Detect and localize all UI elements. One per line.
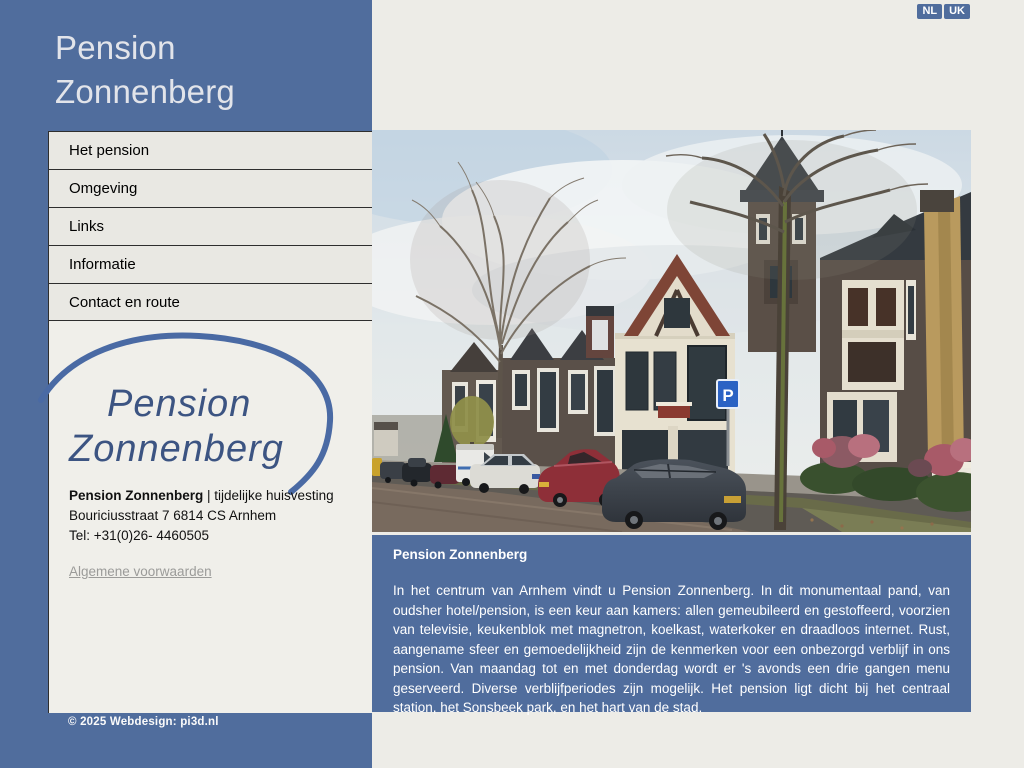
parking-sign-letter: P <box>722 386 734 405</box>
address-name-suffix: | tijdelijke huisvesting <box>203 488 334 503</box>
site-title <box>55 26 235 114</box>
sidebar-panel <box>48 131 372 713</box>
main-menu <box>49 131 372 321</box>
address-name: Pension Zonnenberg <box>69 488 204 503</box>
site-title-line2: Zonnenberg <box>55 73 235 110</box>
sidebar-item-informatie[interactable]: Informatie <box>49 245 372 283</box>
logo-text-line2: Zonnenberg <box>69 428 284 470</box>
lang-nl-button[interactable]: NL <box>917 4 942 19</box>
address-name-line <box>69 486 359 506</box>
sidebar-item-omgeving[interactable]: Omgeving <box>49 169 372 207</box>
site-title-line1: Pension <box>55 29 176 66</box>
terms-link[interactable]: Algemene voorwaarden <box>69 564 212 579</box>
description-box <box>372 535 971 715</box>
footer-copyright: © 2025 Webdesign: pi3d.nl <box>68 716 219 728</box>
sidebar-item-contact-en-route[interactable]: Contact en route <box>49 283 372 321</box>
description-heading: Pension Zonnenberg <box>393 547 528 562</box>
address-phone: Tel: +31(0)26- 4460505 <box>69 528 209 543</box>
logo-text-line1: Pension <box>107 383 252 425</box>
language-switcher <box>917 4 970 19</box>
address-street: Bouriciusstraat 7 6814 CS Arnhem <box>69 508 277 523</box>
sidebar-item-het-pension[interactable]: Het pension <box>49 131 372 169</box>
street-photo <box>372 130 971 532</box>
sidebar-item-links[interactable]: Links <box>49 207 372 245</box>
description-text: In het centrum van Arnhem vindt u Pension Zonnenberg. In dit monumentaal pand, van oudsher hotel/pension, is een keur aan kamers: allen gemeubileerd en gestoffeerd, voorzien van televisie, keukenblok met magnetron, koelkast, waterkoker en draadloos internet. Rust, aangename sfeer en gemoedelijkheid zijn de kenmerken voor een onbezorgd verblijf in ons pension. Van maandag tot en met donderdag wordt er 's avonds een drie gangen menu geserveerd. Diverse verblijfperiodes zijn mogelijk. Het pension ligt dicht bij het centraal station, het Sonsbeek park, en het hart van de stad. <box>393 583 950 715</box>
address-block <box>69 486 359 546</box>
sidebar <box>0 0 372 768</box>
lang-uk-button[interactable]: UK <box>944 4 970 19</box>
